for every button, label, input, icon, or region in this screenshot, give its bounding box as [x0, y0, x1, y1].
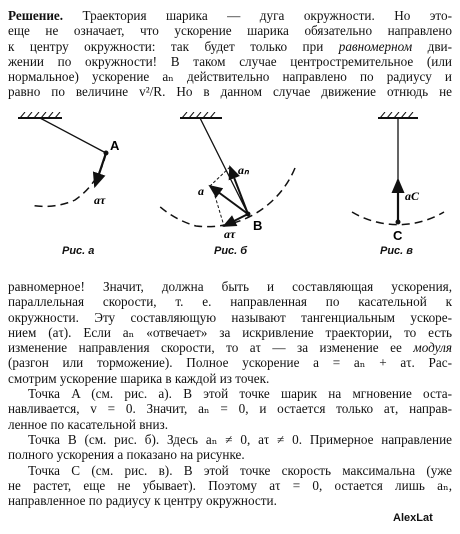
- body-line-4: нием (aτ). Если aₙ «отвечает» за искривление траектории, то есть: [8, 324, 452, 340]
- label-vector-an: aₙ: [238, 163, 249, 177]
- figure-b: [158, 112, 295, 241]
- intro-line-3: к центру окружности: так будет только при равномерном дви-: [8, 38, 453, 54]
- body-line-7: смотрим ускорение шарика в каждой из точек.: [8, 370, 270, 386]
- point-a-line-1: Точка A (см. рис. а). В этой точке шарик на мгновение оста-: [28, 386, 452, 402]
- point-a-line-2: навливается, v = 0. Значит, aₙ = 0, и остается только aτ, направ-: [8, 401, 452, 417]
- label-vector-at: aτ: [224, 227, 236, 241]
- label-point-c: C: [393, 228, 403, 243]
- caption-fig-a: Рис. а: [62, 245, 95, 257]
- label-vector-a-total: a: [198, 184, 204, 198]
- solution-body: [8, 279, 452, 508]
- solution-intro: [8, 8, 452, 100]
- label-vector-a: aτ: [94, 193, 106, 207]
- body-line-3: окружности. Эту составляющую называют тангенциальным ускоре-: [8, 309, 452, 325]
- label-point-b: B: [253, 218, 263, 233]
- body-line-5: изменение направления скорости, то aτ — за изменение ее модуля: [8, 340, 453, 356]
- intro-line-6: равно по величине v²/R. Но в данном случае движение отнюдь не: [8, 84, 452, 100]
- point-a-line-3: ленное по касательной вниз.: [8, 416, 169, 432]
- figure-a: [18, 112, 120, 207]
- emphasis-modulus: модуля: [413, 340, 453, 356]
- point-c-line-3: направленное по радиусу к центру окружности.: [8, 493, 277, 509]
- body-line-6: (разгон или торможение). Полное ускорение a = aₙ + aτ. Рас-: [8, 355, 452, 371]
- intro-line-2: еще не означает, что ускорение шарика обязательно направлено: [8, 23, 452, 39]
- intro-line-4: жении по окружности! В таком случае центростремительное (или: [8, 53, 452, 69]
- label-vector-ac: aC: [405, 189, 420, 203]
- caption-fig-b: Рис. б: [214, 245, 248, 257]
- point-b-line-1: Точка B (см. рис. б). Здесь aₙ ≠ 0, aτ ≠ 0. Примерное направление: [28, 431, 452, 447]
- label-point-a: A: [110, 138, 120, 153]
- point-c-line-2: не растет, еще не убывает). Поэтому aτ = 0, остается лишь aₙ,: [8, 477, 452, 493]
- string-a: [40, 118, 106, 153]
- caption-fig-c: Рис. в: [380, 245, 413, 257]
- tangential-vector-b: [224, 214, 248, 226]
- point-c-line-1: Точка C (см. рис. в). В этой точке скорость максимальна (уже: [28, 462, 452, 478]
- figure-c: [352, 112, 444, 243]
- intro-line-1: Решение. Траектория шарика — дуга окружности. Но это-: [8, 8, 453, 23]
- body-line-2: параллельная скорости, т. е. направленная по касательной к: [8, 294, 452, 310]
- solution-label: Решение.: [8, 8, 64, 23]
- point-b-line-2: полного ускорения a показано на рисунке.: [8, 447, 245, 463]
- author-signature: AlexLat: [393, 512, 433, 524]
- tangential-vector-a: [95, 153, 106, 186]
- body-line-1: равномерное! Значит, должна быть и составляющая ускорения,: [8, 279, 452, 294]
- emphasis-uniform: равномерном: [338, 38, 413, 54]
- intro-line-5: нормальное) ускорение aₙ действительно направлено по радиусу и: [8, 69, 452, 85]
